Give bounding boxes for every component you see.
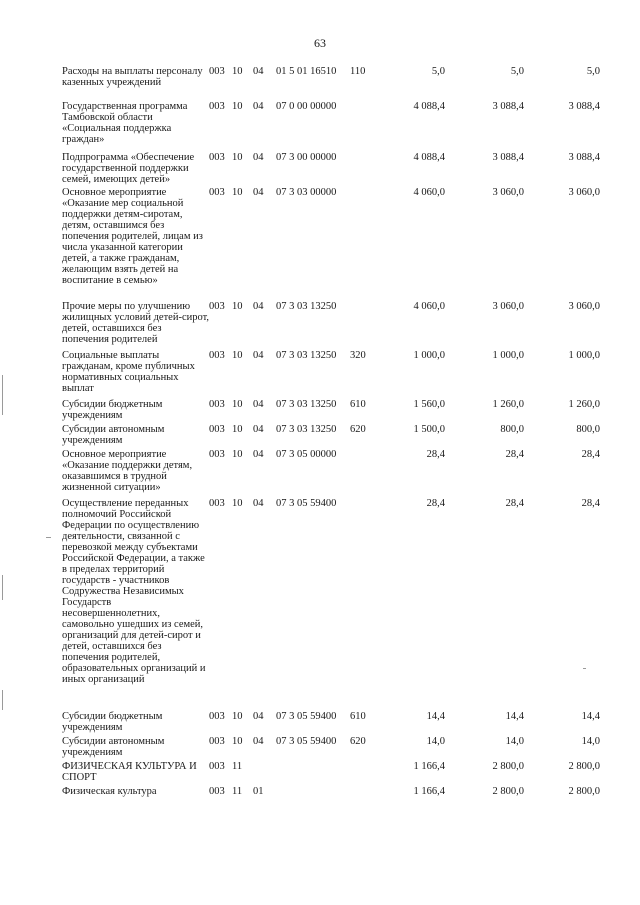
row-section-code: 10 [232, 187, 243, 198]
row-name: Субсидии бюджетным учреждениям [62, 399, 163, 421]
row-ministry-code: 003 [209, 101, 225, 112]
row-target-article-code: 07 3 05 59400 [276, 736, 337, 747]
row-expense-type-code: 620 [350, 424, 366, 435]
row-value-2: 2 800,0 [492, 761, 524, 772]
row-expense-type-code: 610 [350, 399, 366, 410]
row-subsection-code: 04 [253, 498, 264, 509]
row-value-3: 28,4 [581, 449, 600, 460]
row-value-2: 3 060,0 [492, 301, 524, 312]
row-section-code: 10 [232, 711, 243, 722]
row-value-1: 4 060,0 [413, 301, 445, 312]
row-value-2: 3 060,0 [492, 187, 524, 198]
row-value-2: 28,4 [505, 498, 524, 509]
row-subsection-code: 01 [253, 786, 264, 797]
row-section-code: 10 [232, 498, 243, 509]
row-name: Расходы на выплаты персоналу казенных учреждений [62, 66, 203, 88]
row-value-2: 800,0 [500, 424, 524, 435]
row-ministry-code: 003 [209, 786, 225, 797]
row-name: ФИЗИЧЕСКАЯ КУЛЬТУРА И СПОРТ [62, 761, 197, 783]
row-target-article-code: 07 3 05 00000 [276, 449, 337, 460]
row-section-code: 10 [232, 736, 243, 747]
row-value-1: 1 000,0 [413, 350, 445, 361]
row-ministry-code: 003 [209, 399, 225, 410]
row-value-2: 3 088,4 [492, 101, 524, 112]
row-value-2: 2 800,0 [492, 786, 524, 797]
row-ministry-code: 003 [209, 736, 225, 747]
scan-artifact [2, 375, 3, 415]
row-section-code: 10 [232, 301, 243, 312]
row-value-3: 1 260,0 [568, 399, 600, 410]
row-section-code: 10 [232, 66, 243, 77]
row-value-2: 28,4 [505, 449, 524, 460]
row-name: Основное мероприятие «Оказание поддержки детям, оказавшимся в трудной жизненной ситуации» [62, 449, 193, 493]
row-value-2: 1 260,0 [492, 399, 524, 410]
row-name: Физическая культура [62, 786, 157, 797]
row-name: Социальные выплаты гражданам, кроме публичных нормативных социальных выплат [62, 350, 195, 394]
row-value-1: 14,4 [426, 711, 445, 722]
row-subsection-code: 04 [253, 301, 264, 312]
row-ministry-code: 003 [209, 449, 225, 460]
row-value-2: 1 000,0 [492, 350, 524, 361]
row-subsection-code: 04 [253, 399, 264, 410]
page-number: 63 [314, 36, 326, 50]
row-name: Субсидии бюджетным учреждениям [62, 711, 163, 733]
row-value-3: 5,0 [586, 66, 600, 77]
row-section-code: 10 [232, 101, 243, 112]
row-value-3: 1 000,0 [568, 350, 600, 361]
row-value-1: 1 560,0 [413, 399, 445, 410]
row-value-2: 3 088,4 [492, 152, 524, 163]
row-value-1: 1 166,4 [413, 786, 445, 797]
row-section-code: 10 [232, 152, 243, 163]
row-target-article-code: 07 3 03 13250 [276, 424, 337, 435]
row-ministry-code: 003 [209, 498, 225, 509]
scan-artifact [2, 690, 3, 710]
row-expense-type-code: 610 [350, 711, 366, 722]
row-subsection-code: 04 [253, 187, 264, 198]
row-value-3: 2 800,0 [568, 761, 600, 772]
row-value-3: 3 060,0 [568, 301, 600, 312]
row-ministry-code: 003 [209, 187, 225, 198]
row-value-3: 800,0 [576, 424, 600, 435]
row-subsection-code: 04 [253, 152, 264, 163]
row-target-article-code: 07 0 00 00000 [276, 101, 337, 112]
row-value-1: 14,0 [426, 736, 445, 747]
row-name: Государственная программа Тамбовской области «Социальная поддержка граждан» [62, 101, 188, 145]
row-ministry-code: 003 [209, 350, 225, 361]
row-value-3: 14,0 [581, 736, 600, 747]
row-section-code: 10 [232, 449, 243, 460]
row-value-1: 4 060,0 [413, 187, 445, 198]
row-name: Субсидии автономным учреждениям [62, 424, 165, 446]
row-subsection-code: 04 [253, 736, 264, 747]
row-section-code: 10 [232, 350, 243, 361]
row-value-2: 5,0 [510, 66, 524, 77]
row-name: Субсидии автономным учреждениям [62, 736, 165, 758]
row-name: Прочие меры по улучшению жилищных условий детей-сирот, детей, оставшихся без попечения родителей [62, 301, 210, 345]
row-section-code: 10 [232, 424, 243, 435]
row-value-1: 4 088,4 [413, 152, 445, 163]
row-subsection-code: 04 [253, 424, 264, 435]
row-expense-type-code: 620 [350, 736, 366, 747]
row-ministry-code: 003 [209, 66, 225, 77]
row-name: Осуществление переданных полномочий Российской Федерации по осуществлению деятельности, связанной с перевозкой между субъектами Российской Федерации, а также в пределах территорий государств - участников Содружества Независимых Государств несовершеннолетних, самовольно ушедших из семей, организаций для детей-сирот и детей, оставшихся без попечения родителей, образовательных организаций и иных организаций [62, 498, 206, 685]
row-subsection-code: 04 [253, 350, 264, 361]
scan-artifact [46, 537, 51, 538]
row-target-article-code: 01 5 01 16510 [276, 66, 337, 77]
row-ministry-code: 003 [209, 152, 225, 163]
row-ministry-code: 003 [209, 761, 225, 772]
row-name: Подпрограмма «Обеспечение государственной поддержки семей, имеющих детей» [62, 152, 195, 185]
row-expense-type-code: 320 [350, 350, 366, 361]
row-subsection-code: 04 [253, 66, 264, 77]
row-value-3: 14,4 [581, 711, 600, 722]
row-expense-type-code: 110 [350, 66, 366, 77]
row-value-1: 1 166,4 [413, 761, 445, 772]
row-section-code: 10 [232, 399, 243, 410]
row-ministry-code: 003 [209, 301, 225, 312]
row-target-article-code: 07 3 03 13250 [276, 350, 337, 361]
scan-artifact [2, 575, 3, 600]
row-target-article-code: 07 3 03 00000 [276, 187, 337, 198]
row-value-1: 4 088,4 [413, 101, 445, 112]
row-ministry-code: 003 [209, 711, 225, 722]
row-value-3: 3 088,4 [568, 101, 600, 112]
row-target-article-code: 07 3 05 59400 [276, 498, 337, 509]
row-target-article-code: 07 3 00 00000 [276, 152, 337, 163]
row-value-1: 5,0 [431, 66, 445, 77]
row-value-3: 3 088,4 [568, 152, 600, 163]
row-ministry-code: 003 [209, 424, 225, 435]
row-value-3: 3 060,0 [568, 187, 600, 198]
row-value-1: 1 500,0 [413, 424, 445, 435]
row-value-1: 28,4 [426, 449, 445, 460]
row-value-2: 14,0 [505, 736, 524, 747]
row-target-article-code: 07 3 05 59400 [276, 711, 337, 722]
row-value-1: 28,4 [426, 498, 445, 509]
row-value-3: 28,4 [581, 498, 600, 509]
scan-artifact [583, 668, 586, 669]
row-subsection-code: 04 [253, 711, 264, 722]
row-target-article-code: 07 3 03 13250 [276, 301, 337, 312]
row-value-2: 14,4 [505, 711, 524, 722]
row-subsection-code: 04 [253, 449, 264, 460]
row-name: Основное мероприятие «Оказание мер социальной поддержки детям-сиротам, детям, оставшимся без попечения родителей, лицам из числа указанной категории детей, а также гражданам, желающим взять детей на воспитание в семью» [62, 187, 203, 286]
row-subsection-code: 04 [253, 101, 264, 112]
row-value-3: 2 800,0 [568, 786, 600, 797]
row-section-code: 11 [232, 761, 243, 772]
row-target-article-code: 07 3 03 13250 [276, 399, 337, 410]
row-section-code: 11 [232, 786, 243, 797]
